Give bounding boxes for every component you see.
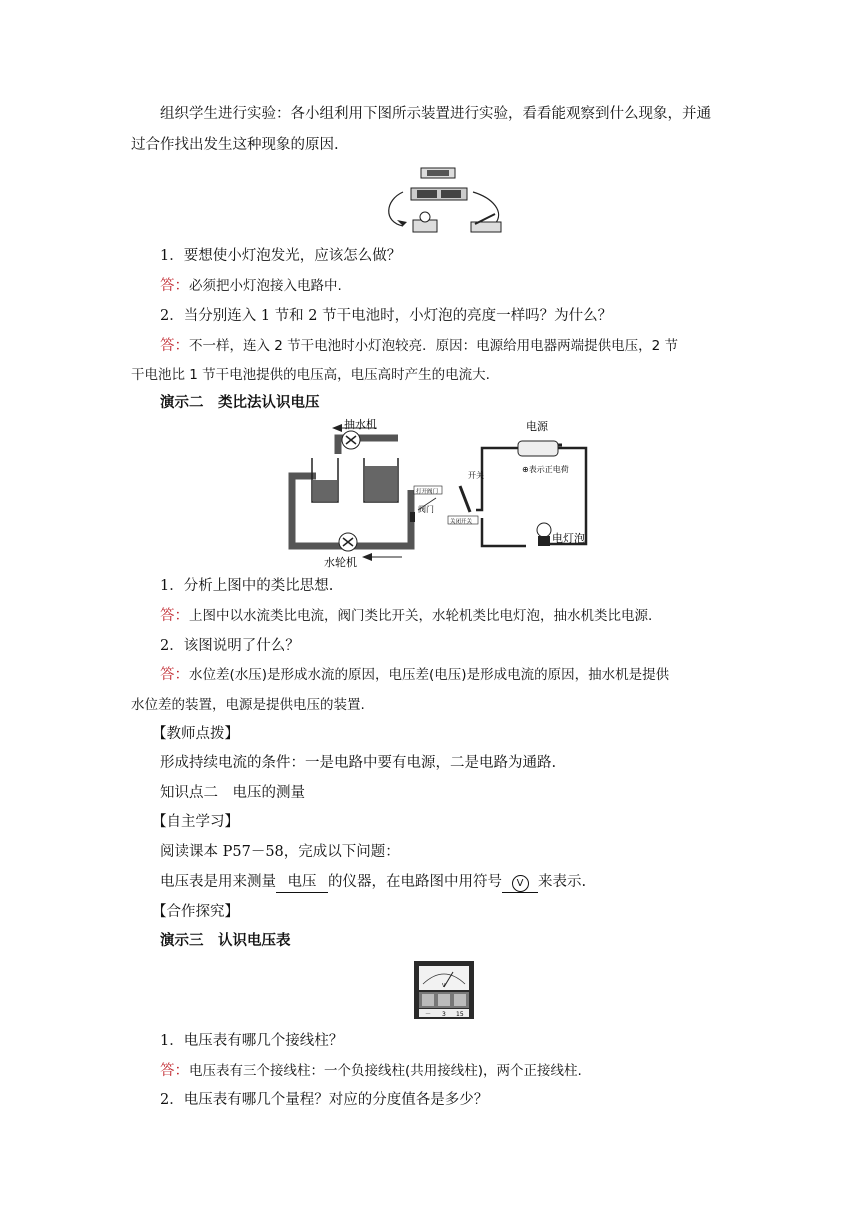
answer-label: 答： <box>160 608 189 624</box>
teacher-heading: 【教师点拨】 <box>152 726 239 742</box>
arrow-icon <box>332 424 342 432</box>
demo2-question-1: 1．分析上图中的类比思想. <box>160 578 334 594</box>
fill-blank-symbol <box>502 872 538 893</box>
positive-charge-label: ⊕表示正电荷 <box>522 465 569 474</box>
demo1-answer-2-cont: 干电池比 1 节干电池提供的电压高，电压高时产生的电流大. <box>131 367 490 383</box>
bulb-label: 电灯泡 <box>552 532 585 545</box>
answer-label: 答： <box>160 278 189 294</box>
demo2-title: 演示二 类比法认识电压 <box>160 394 320 411</box>
answer-text: 必须把小灯泡接入电路中. <box>189 278 342 294</box>
demo3-question-2: 2．电压表有哪几个量程？对应的分度值各是多少？ <box>160 1092 489 1108</box>
terminal-label-3: 3 <box>442 1011 446 1018</box>
demo1-answer-1 <box>160 276 760 296</box>
voltmeter-figure <box>413 960 475 1020</box>
kp2-title: 知识点二 电压的测量 <box>160 785 305 801</box>
turbine-label: 水轮机 <box>324 556 357 569</box>
fill-mid: 的仪器，在电路图中用符号 <box>328 874 502 890</box>
answer-label: 答： <box>160 1063 189 1079</box>
terminal-label-15: 15 <box>456 1011 464 1018</box>
meter-unit: V <box>442 983 446 989</box>
answer-text: 水位差(水压)是形成水流的原因，电压差(电压)是形成电流的原因，抽水机是提供 <box>189 667 670 683</box>
battery-bulb-apparatus-figure <box>383 162 507 240</box>
pump-label: 抽水机 <box>344 418 377 431</box>
open-valve-label: 打开阀门 <box>416 489 439 495</box>
switch-label: 开关 <box>468 471 484 480</box>
demo1-question-2: 2．当分别连入 1 节和 2 节干电池时，小灯泡的亮度一样吗？为什么？ <box>160 308 613 324</box>
voltmeter-symbol-icon: V <box>512 875 529 892</box>
answer-text: 电压表有三个接线柱：一个负接线柱(共用接线柱)，两个正接线柱. <box>189 1063 582 1079</box>
kp2-fill-sentence <box>160 872 760 893</box>
demo3-answer-1 <box>160 1061 760 1081</box>
close-switch-label: 关闭开关 <box>450 519 473 525</box>
demo3-question-1: 1．电压表有哪几个接线柱？ <box>160 1033 344 1049</box>
teacher-text: 形成持续电流的条件：一是电路中要有电源，二是电路为通路. <box>160 755 557 771</box>
demo2-answer-2 <box>160 665 760 685</box>
source-label: 电源 <box>526 420 548 433</box>
answer-label: 答： <box>160 667 189 683</box>
intro-line-2: 过合作找出发生这种现象的原因. <box>131 137 339 153</box>
demo3-title: 演示三 认识电压表 <box>160 932 291 949</box>
fill-blank-measure: 电压 <box>276 872 328 893</box>
demo1-question-1: 1．要想使小灯泡发光，应该怎么做？ <box>160 248 402 264</box>
answer-label: 答： <box>160 338 189 354</box>
terminal-label-negative: － <box>425 1011 432 1018</box>
water-electric-analogy-figure <box>286 414 602 570</box>
demo2-answer-1 <box>160 606 760 626</box>
demo1-answer-2 <box>160 336 760 356</box>
fill-pre: 电压表是用来测量 <box>160 874 276 890</box>
demo2-question-2: 2．该图说明了什么？ <box>160 638 300 654</box>
intro-line-1: 组织学生进行实验：各小组利用下图所示装置进行实验，看看能观察到什么现象，并通 <box>160 106 711 122</box>
coop-heading: 【合作探究】 <box>152 904 239 920</box>
fill-post: 来表示. <box>538 874 587 890</box>
self-study-heading: 【自主学习】 <box>152 814 239 830</box>
answer-text: 不一样，连入 2 节干电池时小灯泡较亮．原因：电源给用电器两端提供电压，2 节 <box>189 338 679 354</box>
valve-label: 阀门 <box>418 505 434 514</box>
answer-text: 上图中以水流类比电流，阀门类比开关，水轮机类比电灯泡，抽水机类比电源. <box>189 608 653 624</box>
demo2-answer-2-cont: 水位差的装置，电源是提供电压的装置. <box>131 697 365 713</box>
kp2-read: 阅读课本 P57－58，完成以下问题： <box>160 844 400 860</box>
